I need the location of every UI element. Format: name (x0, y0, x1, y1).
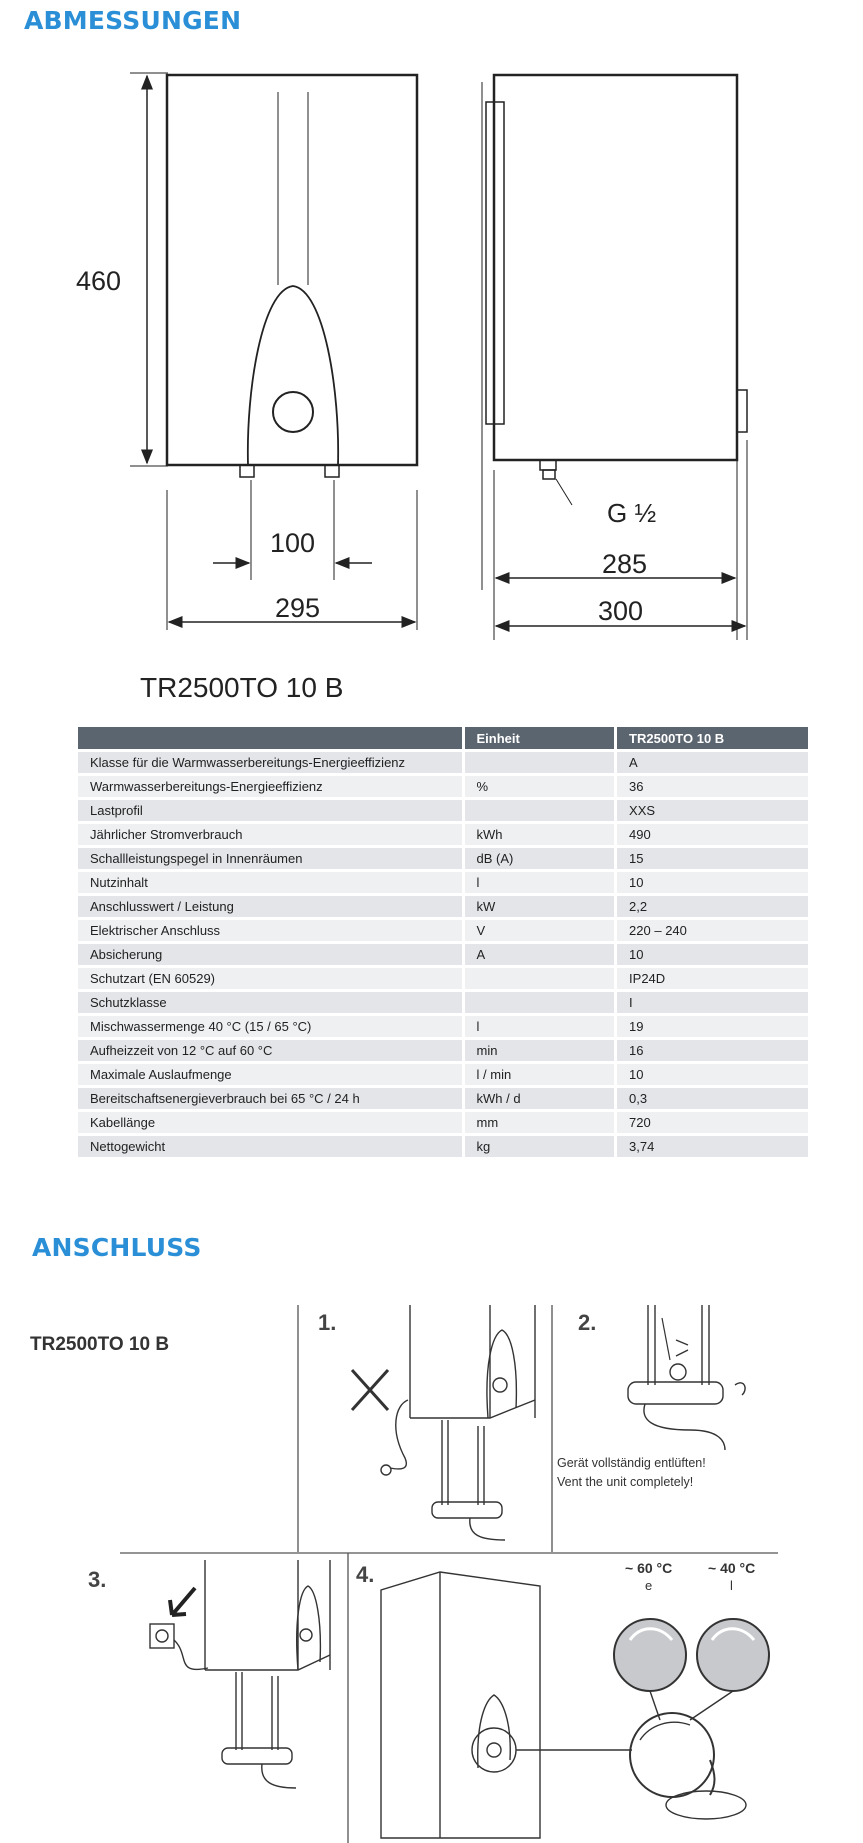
temp-low-label: ~ 40 °C (708, 1560, 756, 1576)
spec-unit: mm (462, 1112, 615, 1133)
table-row (78, 896, 808, 917)
table-row (78, 776, 808, 797)
step-2-number: 2. (578, 1310, 597, 1335)
table-row (78, 752, 808, 773)
vent-note-de: Gerät vollständig entlüften! (557, 1456, 706, 1470)
step-2-diagram (628, 1305, 745, 1450)
spec-param: Lastprofil (78, 800, 462, 821)
table-row (78, 968, 808, 989)
spec-param: Bereitschaftsenergieverbrauch bei 65 °C / 24 h (78, 1088, 462, 1109)
table-row (78, 1136, 808, 1157)
spec-unit (462, 752, 615, 773)
spec-unit: min (462, 1040, 615, 1061)
step-1-number: 1. (318, 1310, 337, 1335)
spacing-label: 100 (270, 528, 316, 558)
spec-value: 10 (614, 1064, 808, 1085)
height-label: 460 (76, 266, 122, 296)
temp-low-sub: l (730, 1578, 733, 1593)
spec-unit: A (462, 944, 615, 965)
dimension-drawing (0, 0, 863, 660)
spec-unit (462, 968, 615, 989)
table-row (78, 1112, 808, 1133)
spec-value: 19 (614, 1016, 808, 1037)
spec-value: 220 – 240 (614, 920, 808, 941)
spec-param: Nettogewicht (78, 1136, 462, 1157)
table-row (78, 824, 808, 845)
spec-value: 3,74 (614, 1136, 808, 1157)
spec-param: Schutzart (EN 60529) (78, 968, 462, 989)
spec-param: Mischwassermenge 40 °C (15 / 65 °C) (78, 1016, 462, 1037)
spec-param: Elektrischer Anschluss (78, 920, 462, 941)
vent-note-en: Vent the unit completely! (557, 1475, 694, 1489)
spec-unit: kWh (462, 824, 615, 845)
spec-unit: l (462, 1016, 615, 1037)
temp-high-label: ~ 60 °C (625, 1560, 673, 1576)
spec-param: Nutzinhalt (78, 872, 462, 893)
spec-value: A (614, 752, 808, 773)
dimensions-heading: ABMESSUNGEN (24, 6, 242, 35)
spec-param: Schutzklasse (78, 992, 462, 1013)
spec-param: Kabellänge (78, 1112, 462, 1133)
connection-heading: ANSCHLUSS (32, 1233, 202, 1262)
table-row (78, 992, 808, 1013)
table-row (78, 1016, 808, 1037)
spec-unit (462, 992, 615, 1013)
table-row (78, 920, 808, 941)
spec-unit: dB (A) (462, 848, 615, 869)
step-1-diagram (352, 1305, 535, 1540)
spec-unit: kg (462, 1136, 615, 1157)
spec-unit: kWh / d (462, 1088, 615, 1109)
spec-value: 36 (614, 776, 808, 797)
table-row (78, 1088, 808, 1109)
model-title: TR2500TO 10 B (140, 672, 344, 703)
spec-header-unit: Einheit (462, 727, 615, 749)
spec-value: IP24D (614, 968, 808, 989)
table-row (78, 848, 808, 869)
table-row (78, 800, 808, 821)
side-inner-label: 285 (602, 549, 648, 579)
spec-value: 10 (614, 944, 808, 965)
step-4-diagram (381, 1572, 769, 1838)
side-outer-label: 300 (598, 596, 644, 626)
step-3-number: 3. (88, 1567, 107, 1592)
spec-unit (462, 800, 615, 821)
spec-value: 15 (614, 848, 808, 869)
spec-value: 720 (614, 1112, 808, 1133)
table-row (78, 1040, 808, 1061)
spec-param: Maximale Auslaufmenge (78, 1064, 462, 1085)
spec-table (78, 724, 808, 1160)
table-row (78, 1064, 808, 1085)
spec-unit: l (462, 872, 615, 893)
spec-unit: l / min (462, 1064, 615, 1085)
spec-param: Warmwasserbereitungs-Energieeffizienz (78, 776, 462, 797)
table-row (78, 944, 808, 965)
step-3-diagram (150, 1560, 330, 1788)
thread-label: G ½ (607, 498, 657, 528)
spec-value: 2,2 (614, 896, 808, 917)
installation-model: TR2500TO 10 B (30, 1334, 170, 1355)
step-4-number: 4. (356, 1562, 375, 1587)
spec-unit: V (462, 920, 615, 941)
spec-value: I (614, 992, 808, 1013)
spec-param: Schallleistungspegel in Innenräumen (78, 848, 462, 869)
spec-value: 0,3 (614, 1088, 808, 1109)
spec-header-row (78, 727, 808, 749)
spec-header-value: TR2500TO 10 B (614, 727, 808, 749)
spec-param: Absicherung (78, 944, 462, 965)
spec-value: 490 (614, 824, 808, 845)
spec-value: 16 (614, 1040, 808, 1061)
spec-value: XXS (614, 800, 808, 821)
spec-param: Klasse für die Warmwasserbereitungs-Energieeffizienz (78, 752, 462, 773)
spec-param: Anschlusswert / Leistung (78, 896, 462, 917)
spec-unit: kW (462, 896, 615, 917)
temp-high-sub: e (645, 1578, 653, 1593)
spec-value: 10 (614, 872, 808, 893)
spec-param: Jährlicher Stromverbrauch (78, 824, 462, 845)
spec-unit: % (462, 776, 615, 797)
spec-header-param (78, 727, 462, 749)
spec-param: Aufheizzeit von 12 °C auf 60 °C (78, 1040, 462, 1061)
table-row (78, 872, 808, 893)
front-width-label: 295 (275, 593, 321, 623)
